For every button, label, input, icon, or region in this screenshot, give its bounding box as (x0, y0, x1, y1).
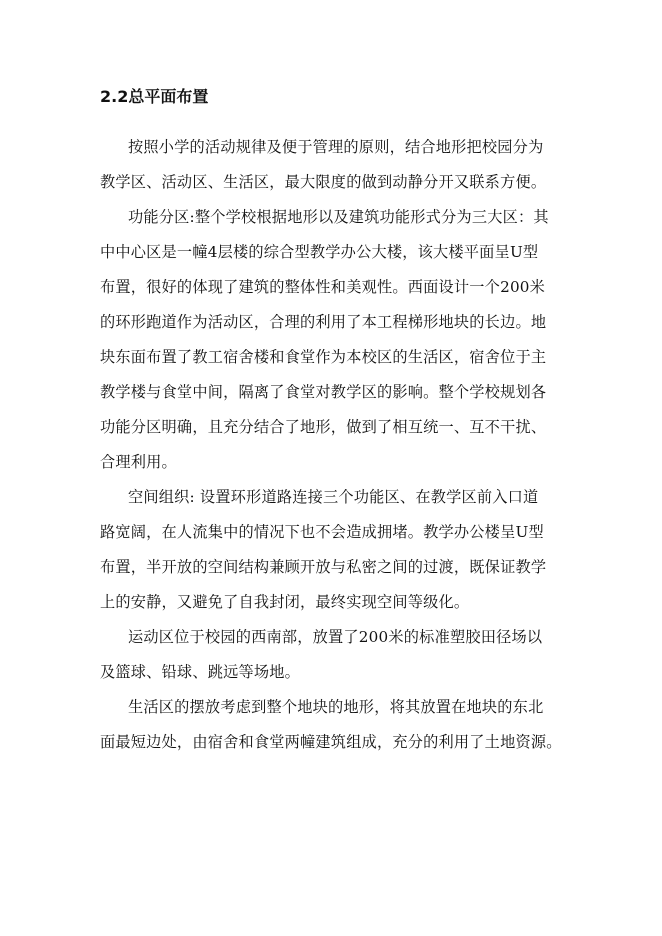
paragraph-line: 教学区、活动区、生活区，最大限度的做到动静分开又联系方便。 (100, 173, 547, 191)
paragraph-line: 功能分区:整个学校根据地形以及建筑功能形式分为三大区：其 (128, 208, 549, 226)
paragraph-line: 及篮球、铅球、跳远等场地。 (100, 663, 301, 681)
paragraph-line: 按照小学的活动规律及便于管理的原则，结合地形把校园分为 (128, 138, 544, 156)
paragraph-line: 块东面布置了教工宿舍楼和食堂作为本校区的生活区，宿舍位于主 (100, 348, 547, 366)
paragraph-line: 运动区位于校园的西南部，放置了200米的标准塑胶田径场以 (128, 628, 543, 646)
paragraph-line: 布置，半开放的空间结构兼顾开放与私密之间的过渡，既保证教学 (100, 558, 547, 576)
paragraph-line: 中中心区是一幢4层楼的综合型教学办公大楼，该大楼平面呈U型 (100, 243, 539, 261)
paragraph-line: 布置，很好的体现了建筑的整体性和美观性。西面设计一个200米 (100, 278, 546, 296)
paragraph-line: 路宽阔，在人流集中的情况下也不会造成拥堵。教学办公楼呈U型 (100, 523, 544, 541)
paragraph-line: 合理利用。 (100, 453, 177, 471)
paragraph-line: 功能分区明确，且充分结合了地形，做到了相互统一、互不干扰、 (100, 418, 547, 436)
paragraph-line: 生活区的摆放考虑到整个地块的地形，将其放置在地块的东北 (128, 698, 544, 716)
paragraph-line: 教学楼与食堂中间，隔离了食堂对教学区的影响。整个学校规划各 (100, 383, 547, 401)
paragraph-line: 的环形跑道作为活动区，合理的利用了本工程梯形地块的长边。地 (100, 313, 547, 331)
section-heading: 2.2总平面布置 (100, 87, 209, 106)
paragraph-line: 空间组织: 设置环形道路连接三个功能区、在教学区前入口道 (128, 488, 539, 506)
paragraph-line: 上的安静，又避免了自我封闭，最终实现空间等级化。 (100, 593, 470, 611)
paragraph-line: 面最短边处，由宿舍和食堂两幢建筑组成，充分的利用了土地资源。 (100, 733, 562, 751)
